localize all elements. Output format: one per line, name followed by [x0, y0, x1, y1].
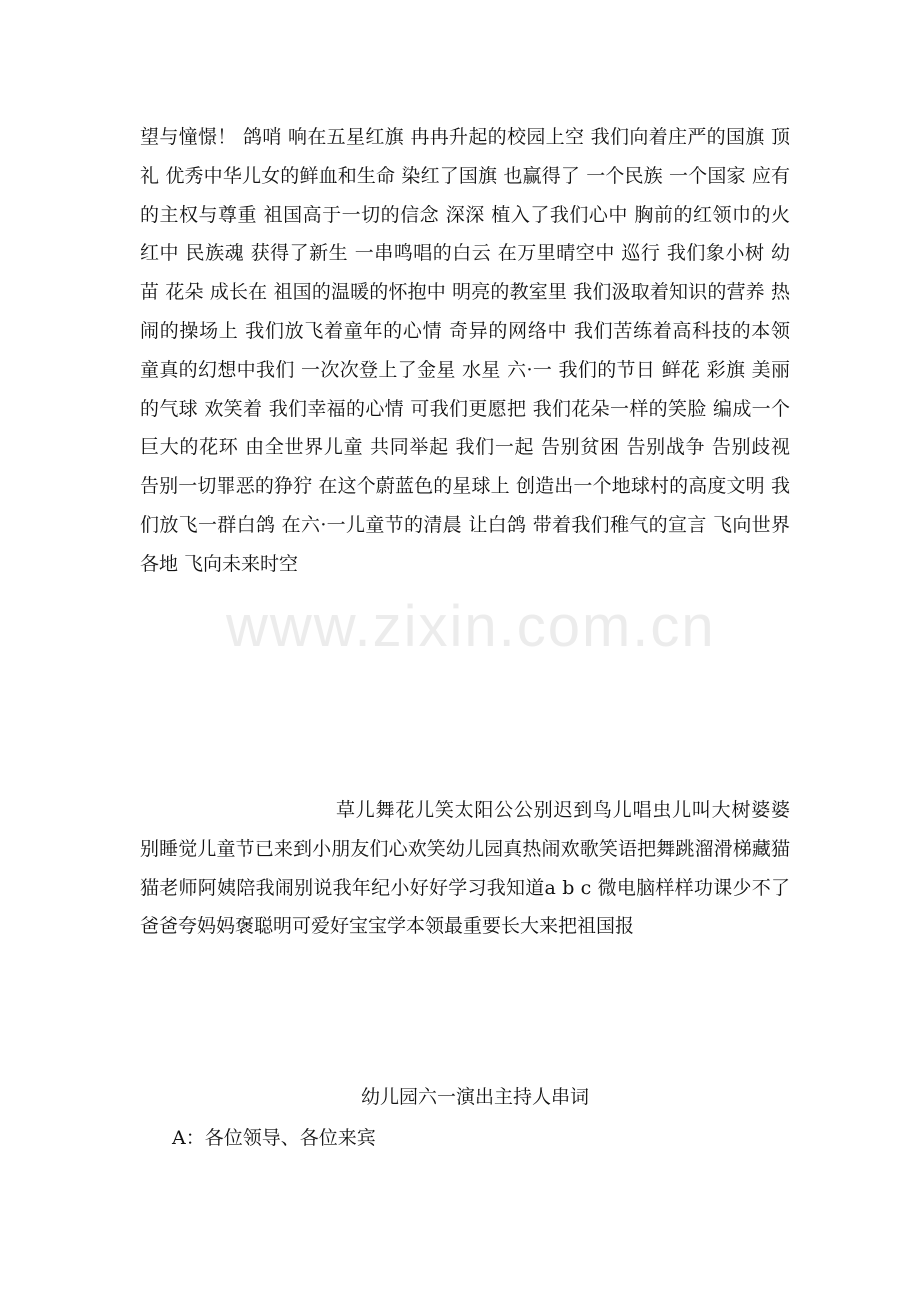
watermark: www.zixin.com.cn [226, 594, 716, 659]
paragraph-children-day-poem: 望与憧憬！ 鸽哨 响在五星红旗 冉冉升起的校园上空 我们向着庄严的国旗 顶礼 优秀中华儿女的鲜血和生命 染红了国旗 也赢得了 一个民族 一个国家 应有的主权与尊重 祖国高于一切的信念 深深 植入了我们心中 胸前的红领巾的火红中 民族魂 获得了新生 一串鸣唱的白云 在万里晴空中 巡行 我们象小树 幼苗 花朵 成长在 祖国的温暖的怀抱中 明亮的教室里 我们汲取着知识的营养 热闹的操场上 我们放飞着童年的心情 奇异的网络中 我们苦练着高科技的本领 童真的幻想中我们 一次次登上了金星 水星 六·一 我们的节日 鲜花 彩旗 美丽的气球 欢笑着 我们幸福的心情 可我们更愿把 我们花朵一样的笑脸 编成一个巨大的花环 由全世界儿童 共同举起 我们一起 告别贫困 告别战争 告别歧视 告别一切罪恶的狰狞 在这个蔚蓝色的星球上 创造出一个地球村的高度文明 我们放飞一群白鸽 在六·一儿童节的清晨 让白鸽 带着我们稚气的宣言 飞向世界各地 飞向未来时空 [140, 126, 790, 575]
host-line: A：各位领导、各位来宾 [172, 1127, 376, 1149]
document-body [140, 118, 790, 1157]
paragraph-kindergarten-rhyme: 草儿舞花儿笑太阳公公别迟到鸟儿唱虫儿叫大树婆婆别睡觉儿童节已来到小朋友们心欢笑幼儿园真热闹欢歌笑语把舞跳溜滑梯藏猫猫老师阿姨陪我闹别说我年纪小好好学习我知道a b c 微电脑样样功课少不了爸爸夸妈妈褒聪明可爱好宝宝学本领最重要长大来把祖国报 [140, 799, 790, 938]
section-title: 幼儿园六一演出主持人串词 [360, 1086, 589, 1108]
